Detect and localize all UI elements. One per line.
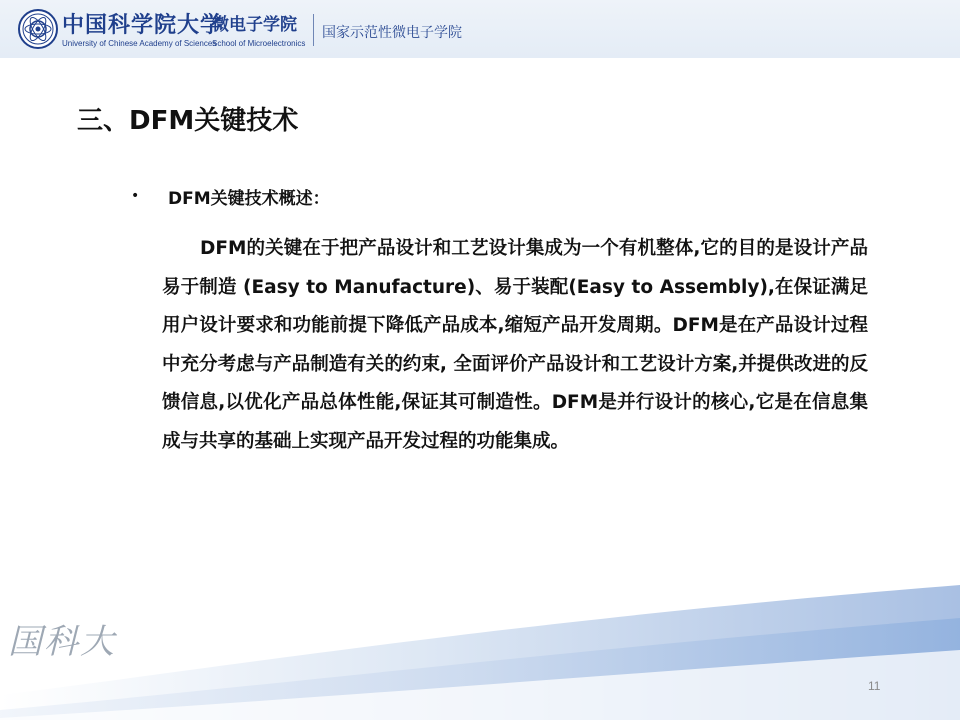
header-tagline: 国家示范性微电子学院 (322, 25, 462, 41)
school-name-cn: 中国科学院大学 (62, 12, 224, 38)
bullet-marker: • (131, 188, 140, 204)
footer-wave (0, 560, 960, 720)
page-number: 11 (868, 679, 881, 693)
dept-name-en: School of Microelectronics (212, 39, 306, 48)
ucas-watermark: 国科大 (8, 622, 116, 662)
bullet-heading: DFM关键技术概述： (168, 189, 330, 209)
slide-title: 三、DFM关键技术 (77, 106, 299, 136)
ucas-emblem-icon (18, 9, 58, 49)
slide-header (0, 0, 960, 58)
school-name-en: University of Chinese Academy of Sciences (62, 39, 217, 48)
dept-name-cn: 微电子学院 (212, 15, 297, 35)
body-paragraph: DFM的关键在于把产品设计和工艺设计集成为一个有机整体,它的目的是设计产品易于制造 (Easy to Manufacture)、易于装配(Easy to Assembly),在保证满足用户设计要求和功能前提下降低产品成本,缩短产品开发周期。DFM是在产品设计过程中充分考虑与产品制造有关的约束, 全面评价产品设计和工艺设计方案,并提供改进的反馈信息,以优化产品总体性能,保证其可制造性。DFM是并行设计的核心,它是在信息集成与共享的基础上实现产品开发过程的功能集成。 (162, 238, 868, 452)
header-divider (313, 14, 314, 46)
